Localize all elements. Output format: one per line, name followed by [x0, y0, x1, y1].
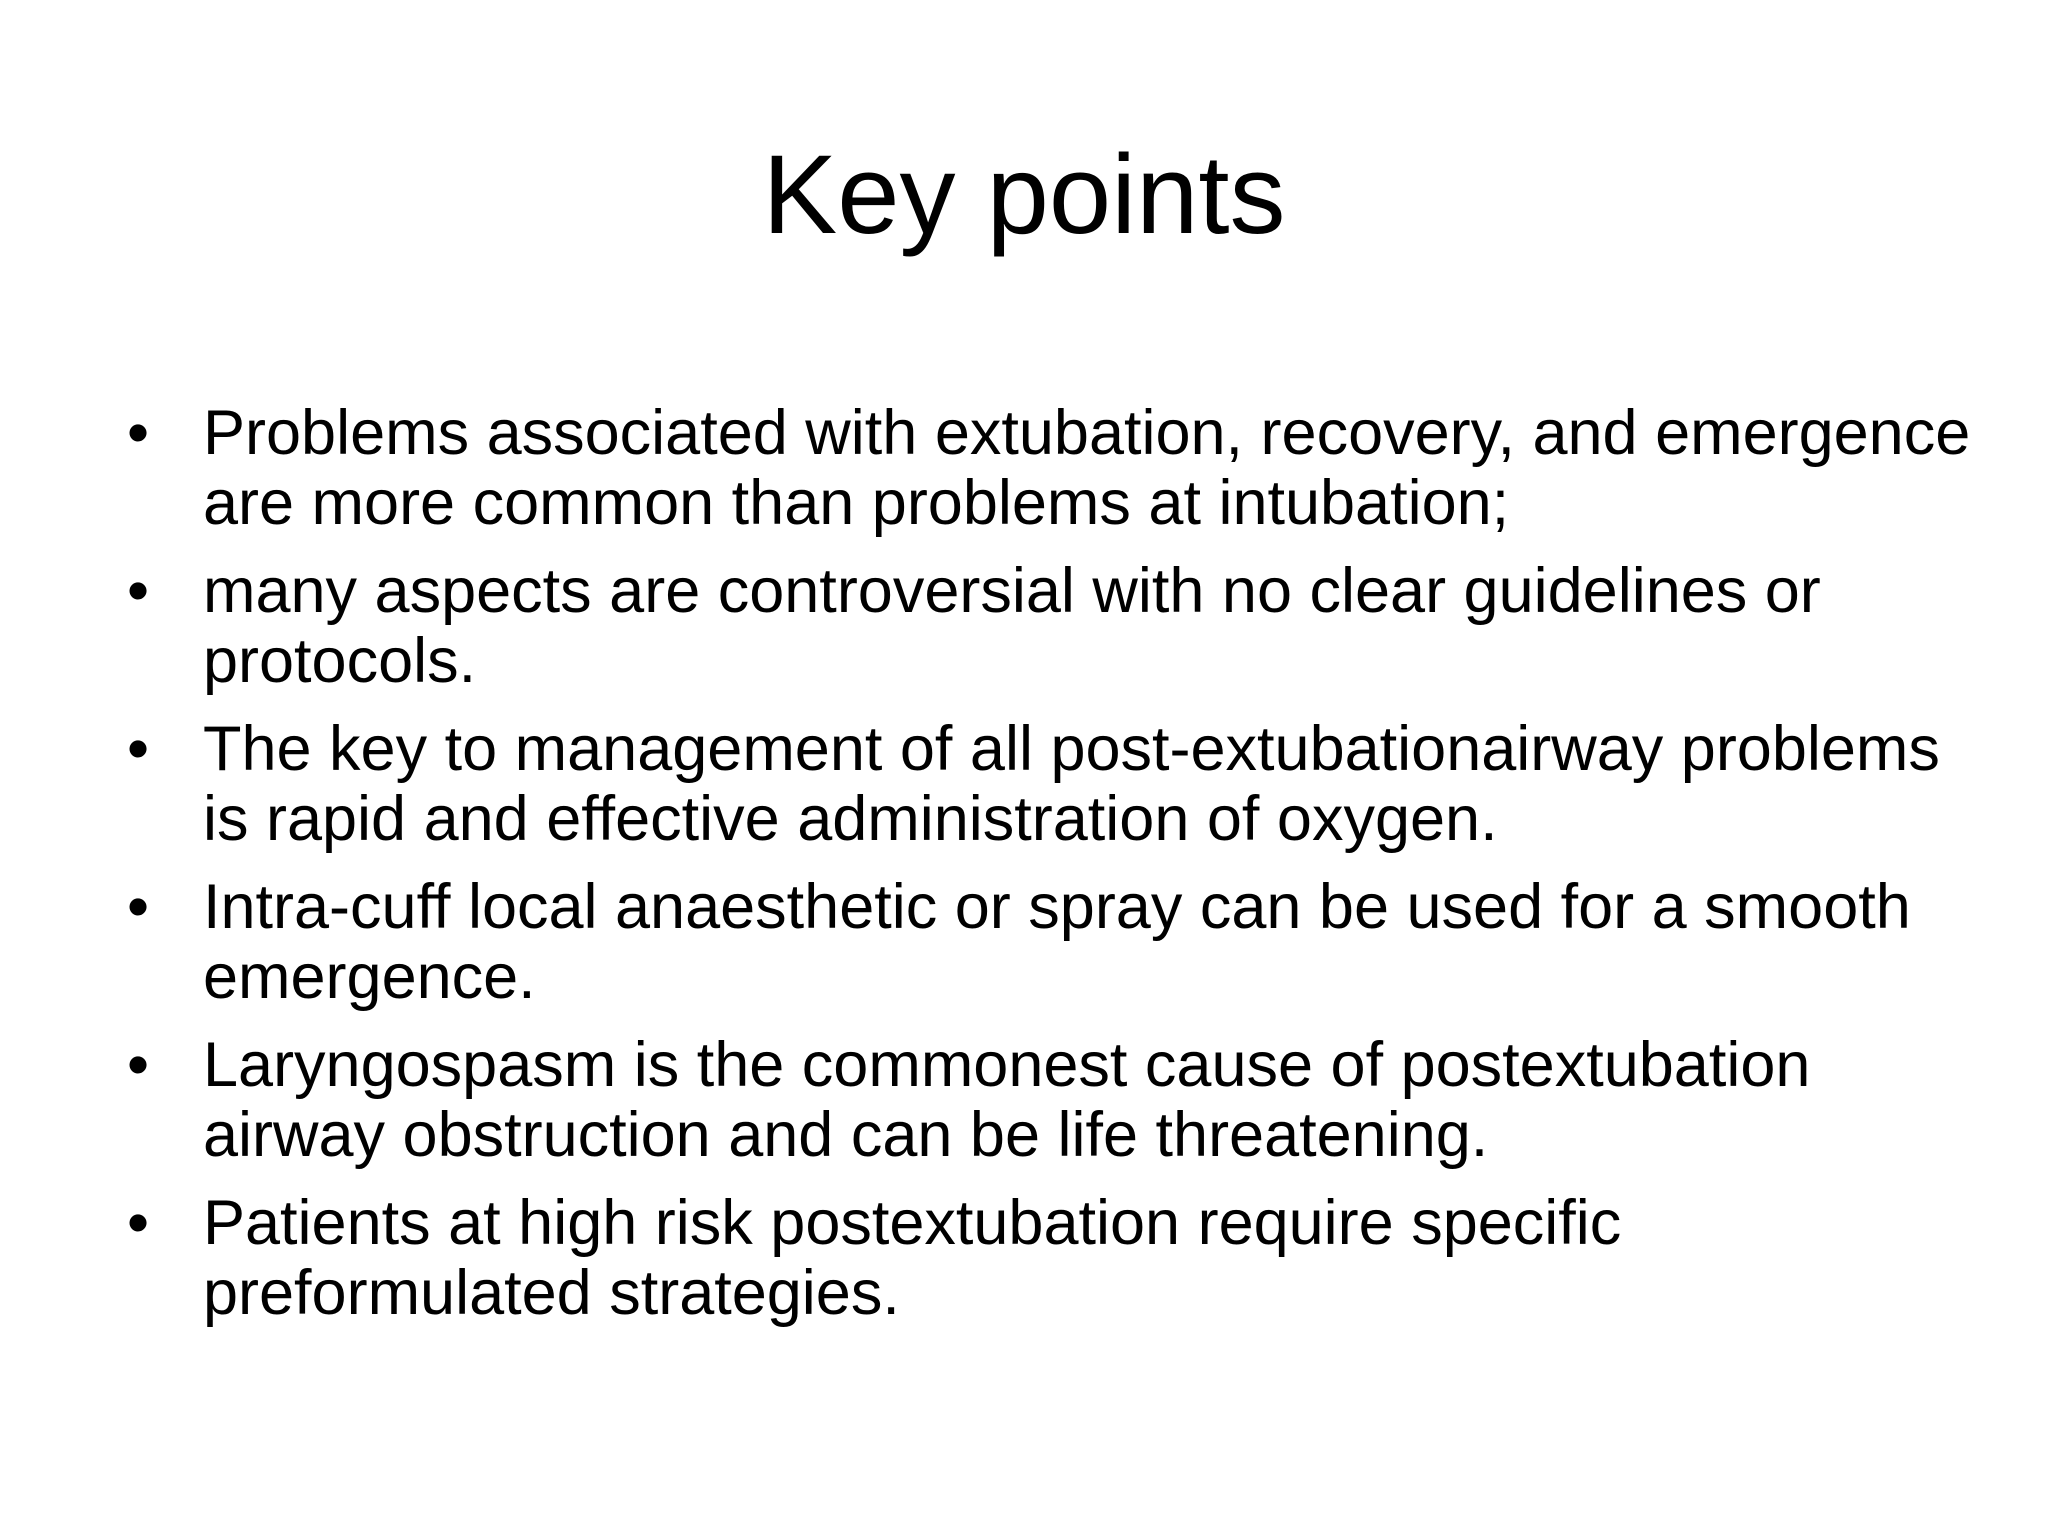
bullet-list [118, 398, 1998, 1346]
bullet-icon: • [126, 1030, 150, 1100]
bullet-text: Intra-cuff local anaesthetic or spray can be used for a smooth emergence. [203, 872, 1911, 1012]
bullet-icon: • [126, 1188, 150, 1258]
bullet-text: The key to management of all post-extubationairway problems is rapid and effective administration of oxygen. [203, 714, 1940, 854]
slide-title: Key points [762, 132, 1286, 257]
bullet-item [118, 1030, 1998, 1170]
bullet-text: Laryngospasm is the commonest cause of postextubation airway obstruction and can be life threatening. [203, 1030, 1811, 1170]
bullet-icon: • [126, 714, 150, 784]
bullet-icon: • [126, 398, 150, 468]
bullet-item [118, 398, 1998, 538]
bullet-item [118, 872, 1998, 1012]
bullet-text: Patients at high risk postextubation require specific preformulated strategies. [203, 1188, 1622, 1328]
bullet-icon: • [126, 556, 150, 626]
bullet-text: Problems associated with extubation, recovery, and emergence are more common than problems at intubation; [203, 398, 1971, 538]
bullet-text: many aspects are controversial with no clear guidelines or protocols. [203, 556, 1821, 696]
bullet-item [118, 1188, 1998, 1328]
bullet-icon: • [126, 872, 150, 942]
bullet-item [118, 556, 1998, 696]
bullet-item [118, 714, 1998, 854]
